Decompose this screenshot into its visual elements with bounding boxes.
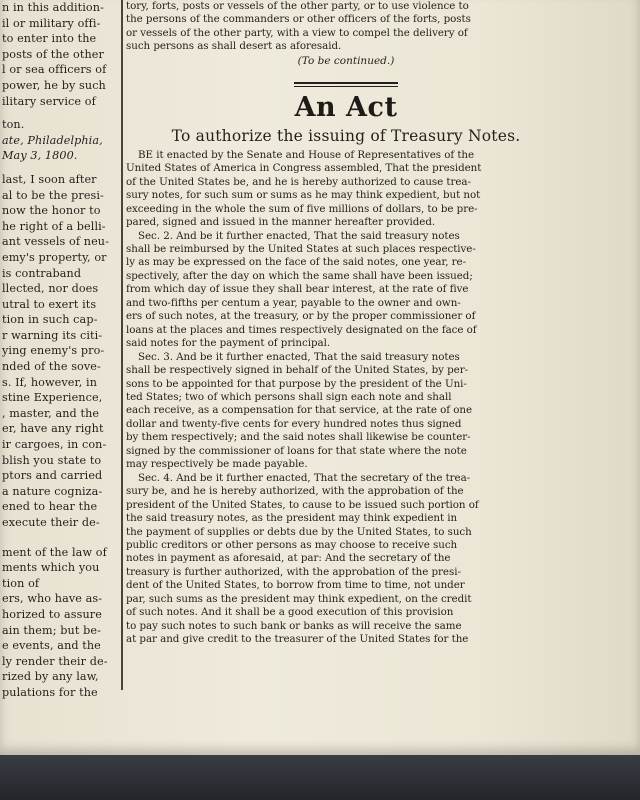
- left-column-line: utral to exert its: [2, 297, 97, 311]
- left-column-line: he right of a belli-: [2, 219, 106, 233]
- left-column-line: e events, and the: [2, 639, 101, 653]
- line-gap: [0, 164, 118, 172]
- act-body-line: from which day of issue they shall bear interest, at the rate of five: [126, 283, 469, 296]
- act-headline: An Act: [294, 91, 398, 123]
- act-body-line: shall be respectively signed in behalf of the United States, by per-: [126, 364, 469, 377]
- act-body-line: pared, signed and issued in the manner hereafter provided.: [126, 216, 436, 229]
- left-column-line: ir cargoes, in con-: [2, 438, 107, 452]
- act-body-line: sury notes, for such sum or sums as he may think expedient, but not: [126, 189, 481, 202]
- left-column-line: nded of the sove-: [2, 360, 101, 374]
- act-body-line: the payment of supplies or debts due by the United States, to such: [126, 525, 472, 538]
- left-column-line: power, he by such: [2, 78, 106, 92]
- act-body-line: exceeding in the whole the sum of five millions of dollars, to be pre-: [126, 202, 478, 215]
- act-body-line: sury be, and he is hereby authorized, with the approbation of the: [126, 485, 464, 498]
- left-column-line: now the honor to: [2, 204, 101, 218]
- left-column-line: blish you state to: [2, 453, 102, 467]
- act-body-line: shall be reimbursed by the United States at such places respective-: [126, 242, 476, 255]
- left-column-line: tion of: [2, 576, 40, 590]
- left-column-line: ment of the law of: [2, 545, 107, 559]
- act-body-line: president of the United States, to cause to be issued such portion of: [126, 498, 479, 511]
- act-body-line: the said treasury notes, as the president may think expedient in: [126, 512, 458, 525]
- act-body-line: dent of the United States, to borrow from time to time, not under: [126, 579, 465, 592]
- left-column-line: er, have any right: [2, 422, 104, 436]
- act-body-line: to pay such notes to such bank or banks as will receive the same: [126, 619, 462, 632]
- left-column-line: ly render their de-: [2, 654, 108, 668]
- left-column-line: ers, who have as-: [2, 592, 103, 606]
- left-column-line: ened to hear the: [2, 500, 98, 514]
- act-body-line: at par and give credit to the treasurer of the United States for the: [126, 633, 469, 646]
- left-column-line: rized by any law,: [2, 670, 99, 684]
- act-body-line: ly as may be expressed on the face of the said notes, one year, re-: [126, 256, 467, 269]
- left-column-line: ate, Philadelphia,: [2, 133, 103, 147]
- act-body-line: BE it enacted by the Senate and House of Representatives of the: [138, 148, 475, 161]
- act-subheadline: To authorize the issuing of Treasury Notes.: [171, 126, 521, 145]
- left-column-line: ant vessels of neu-: [2, 235, 109, 249]
- left-column-line: n in this addition-: [2, 1, 104, 14]
- act-body-line: of such notes. And it shall be a good execution of this provision: [126, 606, 454, 619]
- act-body-line: par, such sums as the president may think expedient, on the credit: [126, 592, 472, 605]
- act-body-line: dollar and twenty-five cents for every hundred notes thus signed: [126, 417, 462, 430]
- act-body-line: Sec. 2. And be it further enacted, That the said treasury notes: [138, 229, 460, 242]
- left-column-line: horized to assure: [2, 607, 102, 621]
- left-column-line: ton.: [2, 118, 25, 132]
- left-column-line: emy's property, or: [2, 250, 107, 264]
- act-body: [126, 149, 566, 647]
- act-body-line: treasury is further authorized, with the approbation of the presi-: [126, 565, 461, 578]
- left-column-line: tion in such cap-: [2, 313, 98, 327]
- left-column-line: il or military offi-: [2, 16, 101, 30]
- act-body-line: ted States; two of which persons shall sign each note and shall: [126, 390, 452, 403]
- left-column-line: May 3, 1800.: [2, 149, 78, 163]
- act-body-line: may respectively be made payable.: [126, 458, 308, 471]
- preceding-text: [126, 0, 566, 54]
- left-column-line: ain them; but be-: [2, 623, 101, 637]
- act-body-line: loans at the places and times respectively designated on the face of: [126, 323, 477, 336]
- right-column: [126, 0, 566, 690]
- continued-note: (To be continued.): [297, 54, 395, 67]
- act-body-line: signed by the commissioner of loans for that state where the note: [126, 444, 467, 457]
- preceding-text-line: the persons of the commanders or other officers of the forts, posts: [126, 13, 471, 26]
- headline-rule: [294, 82, 398, 87]
- line-gap: [0, 531, 118, 545]
- left-column-line: ptors and carried: [2, 469, 103, 483]
- preceding-text-line: tory, forts, posts or vessels of the other party, or to use violence to: [126, 0, 469, 12]
- left-column-line: l or sea officers of: [2, 63, 107, 77]
- act-body-line: said notes for the payment of principal.: [126, 337, 331, 350]
- left-column-line: stine Experience,: [2, 391, 103, 405]
- background-surface: [0, 755, 640, 800]
- left-column-line: a nature cogniza-: [2, 484, 103, 498]
- act-body-line: and two-fifths per centum a year, payable to the owner and own-: [126, 296, 461, 309]
- left-column-line: posts of the other: [2, 47, 104, 61]
- left-column-line: llected, nor does: [2, 282, 99, 296]
- left-column-line: execute their de-: [2, 516, 100, 529]
- act-body-line: United States of America in Congress assembled, That the president: [126, 162, 482, 175]
- act-body-line: Sec. 3. And be it further enacted, That the said treasury notes: [138, 350, 460, 363]
- left-column-line: last, I soon after: [2, 172, 97, 186]
- act-body-line: each receive, as a compensation for that service, at the rate of one: [126, 404, 473, 417]
- left-column-line: is contraband: [2, 266, 82, 280]
- act-body-line: sons to be appointed for that purpose by the president of the Uni-: [126, 377, 467, 390]
- left-column: [0, 0, 118, 699]
- act-body-line: spectively, after the day on which the same shall have been issued;: [126, 269, 473, 282]
- left-column-line: ilitary service of: [2, 94, 96, 108]
- line-gap: [0, 109, 118, 117]
- left-column-line: pulations for the: [2, 685, 98, 699]
- act-body-line: by them respectively; and the said notes shall likewise be counter-: [126, 431, 471, 444]
- act-body-line: public creditors or other persons as may choose to receive such: [126, 538, 458, 551]
- act-body-line: notes in payment as aforesaid, at par: And the secretary of the: [126, 552, 451, 565]
- act-body-line: Sec. 4. And be it further enacted, That the secretary of the trea-: [138, 471, 471, 484]
- column-divider: [121, 0, 123, 690]
- left-column-line: al to be the presi-: [2, 188, 104, 202]
- act-body-line: of the United States be, and he is hereby authorized to cause trea-: [126, 175, 471, 188]
- left-column-line: to enter into the: [2, 32, 97, 46]
- left-column-line: ying enemy's pro-: [2, 344, 105, 358]
- act-body-line: ers of such notes, at the treasury, or by the proper commissioner of: [126, 310, 476, 323]
- left-column-line: , master, and the: [2, 406, 100, 420]
- left-column-line: r warning its citi-: [2, 328, 103, 342]
- preceding-text-line: such persons as shall desert as aforesaid.: [126, 40, 342, 53]
- preceding-text-line: or vessels of the other party, with a view to compel the delivery of: [126, 26, 468, 39]
- left-column-line: ments which you: [2, 561, 100, 575]
- left-column-line: s. If, however, in: [2, 375, 98, 389]
